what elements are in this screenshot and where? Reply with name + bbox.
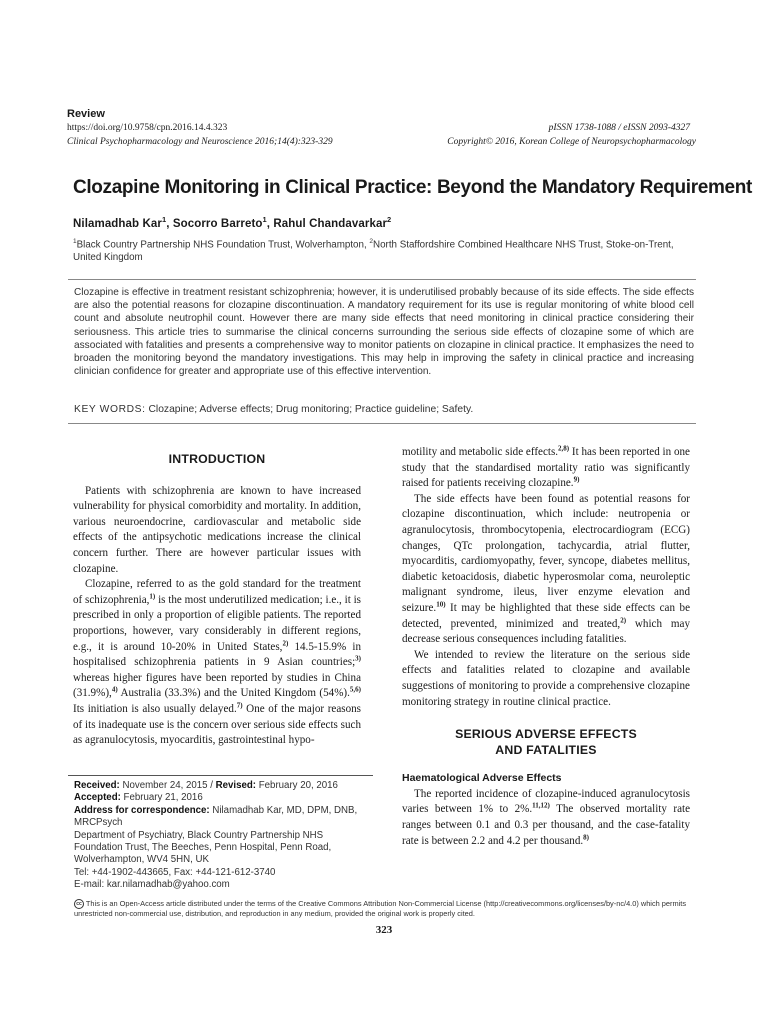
author-affiliation-mark: 1 [262, 215, 267, 224]
email[interactable]: E-mail: kar.nilamadhab@yahoo.com [74, 879, 230, 891]
address-label: Address for correspondence: [74, 804, 210, 816]
citation[interactable]: 3) [355, 654, 361, 663]
author-list: Nilamadhab Kar$^1$, Socorro Barreto$^1$, Rahul Chandavarkar$^2$ [73, 215, 392, 230]
accepted-label: Accepted: [74, 792, 121, 804]
citation[interactable]: 8) [583, 832, 589, 841]
affiliation-mark: 1 [73, 238, 77, 245]
abstract: Clozapine is effective in treatment resistant schizophrenia; however, it is underutilised probably because of its side effects. The side effects are also the potential reasons for clozapine discontinuation. A mandatory requirement for its use is regular monitoring of white blood cell count and absolute neutrophil count. However there are many side effects that need monitoring in clinical practice considering their seriousness. This article tries to summarise the clinical concerns surrounding the serious side effects of clozapine some of which are associated with fatalities and presents a comprehensive way to monitor patients on clozapine in clinical practice. It emphasizes the need to broaden the monitoring beyond the mandatory investigations. This may help in improving the safety in clinical practice and increasing clinician confidence for greater and appropriate use of this effective intervention. [74, 287, 694, 378]
received-label: Received: [74, 780, 120, 791]
article-title: Clozapine Monitoring in Clinical Practice: Beyond the Mandatory Requirement [73, 177, 752, 198]
citation[interactable]: 10) [436, 600, 446, 609]
citation[interactable]: 2) [620, 615, 627, 624]
keywords [74, 404, 473, 415]
left-column [73, 452, 361, 749]
author-affiliation-mark: 2 [387, 215, 392, 224]
received-date: November 24, 2015 [122, 780, 208, 791]
citation[interactable]: 4) [111, 685, 118, 694]
citation[interactable]: 1) [149, 592, 156, 601]
paragraph: We intended to review the literature on the serious side effects and fatalities related to clozapine and available suggestions of monitoring to provide a comprehensive clozapine monitoring strategy in routine clinical practice. [402, 648, 690, 708]
keywords-label: KEY WORDS: [74, 404, 146, 415]
article-type: Review [67, 108, 105, 120]
author-affiliation-mark: 1 [161, 215, 167, 224]
section-heading-introduction: INTRODUCTION [168, 452, 266, 466]
accepted-date: February 21, 2016 [123, 792, 203, 804]
paragraph: Clozapine, referred to as the gold standard for the treatment of schizophrenia,$^{1)}$ is the most underutilized medication; i.e., it is prescribed in only a proportion of eligible patients. The reported proportions, however, vary considerably in different regions, e.g., it is around 10-20% in United States,$^{2)}$ 14.5-15.9% in hospitalised schizophrenia patients in 9 Asian countries;$^{3)}$ whereas higher figures have been reported by studies in China (31.9%),$^{4)}$ Australia (33.3%) and the United Kingdom (54%).$^{5,6)}$ Its initiation is also usually delayed.$^{7)}$ One of the major reasons of its inadequate use is the concern over serious side effects such as agranulocytosis, myocarditis, gastrointestinal hypo- [73, 578, 361, 747]
issn: pISSN 1738-1088 / eISSN 2093-4327 [548, 123, 690, 133]
right-column [402, 445, 690, 849]
citation[interactable]: 2,8) [558, 444, 570, 453]
journal-citation: Clinical Psychopharmacology and Neuroscience 2016;14(4):323-329 [67, 137, 333, 147]
paragraph: motility and metabolic side effects.$^{2,8)}$ It has been reported in one study that the standardised mortality ratio was significantly raised for patients receiving clozapine.$^{9)}$ [402, 444, 690, 490]
citation[interactable]: 11,12) [532, 801, 550, 810]
copyright: Copyright© 2016, Korean College of Neuropsychopharmacology [447, 137, 696, 147]
citation[interactable]: 9) [573, 475, 580, 484]
license-notice [74, 899, 704, 919]
correspondence-footnote: Received: November 24, 2015 / Revised: February 20, 2016 Accepted: February 21, 2016 Address for correspondence: Nilamadhab Kar, MD, DPM, DNB, MRCPsych Department of Psychiatry, Black Country Partnership NHS Foundation Trust, The Beeches, Penn Hospital, Penn Road, Wolverhampton, WV4 5HN, UK Tel: +44-1902-443665, Fax: +44-121-612-3740 E-mail: kar.nilamadhab@yahoo.com [74, 780, 374, 892]
subsection-heading: Haematological Adverse Effects [402, 772, 562, 785]
footnote-divider [68, 775, 373, 776]
affiliation-text: North Staffordshire Combined Healthcare NHS Trust, Stoke-on-Trent, United Kingdom [73, 239, 674, 264]
license-text: This is an Open-Access article distributed under the terms of the Creative Commons Attribution Non-Commercial License (http://creativecommons.org/licenses/by-nc/4.0) which permits unrestricted non-commercial use, distribution, and reproduction in any medium, provided the original work is properly cited. [74, 899, 687, 919]
paragraph: The reported incidence of clozapine-induced agranulocytosis varies between 1% to 2%.$^{11,12)}$ The observed mortality rate ranges between 0.1 and 0.3 per thousand, and the case-fatality rate is between 2.2 and 4.2 per thousand.$^{8)}$ [402, 787, 690, 847]
correspondence-author: Nilamadhab Kar, MD, DPM, DNB, MRCPsych [74, 804, 358, 829]
doi-link[interactable]: https://doi.org/10.9758/cpn.2016.14.4.323 [67, 123, 228, 133]
revised-date: February 20, 2016 [258, 780, 338, 791]
cc-icon: cc [74, 899, 84, 909]
citation[interactable]: 5,6) [349, 685, 361, 694]
divider [68, 423, 696, 424]
affiliation-mark: 2 [369, 238, 374, 245]
phone-fax: Tel: +44-1902-443665, Fax: +44-121-612-3740 [74, 866, 276, 878]
paragraph: The side effects have been found as potential reasons for clozapine discontinuation, which include: neutropenia or agranulocytosis, thrombocytopenia, electrocardiogram (ECG) changes, QTc prolongation, tachycardia, atrial flutter, myocarditis, cardiomyopathy, fever, syncope, diabetes mellitus, diabetic ketoacidosis, diabetic hyperosmolar coma, neuroleptic malignant syndrome, ileus, liver enzyme elevation and seizure.$^{10)}$ It may be highlighted that these side effects can be detected, prevented, minimized and treated,$^{2)}$ which may decrease serious consequences including fatalities. [402, 492, 691, 646]
section-heading-serious-adverse-effects: SERIOUS ADVERSE EFFECTS AND FATALITIES [455, 727, 637, 757]
affiliations [73, 235, 698, 264]
author-name: Nilamadhab Kar [73, 217, 162, 230]
address-line: Department of Psychiatry, Black Country Partnership NHS Foundation Trust, The Beeches, Penn Hospital, Penn Road, Wolverhampton, WV4 5HN, UK [74, 829, 332, 866]
keywords-text: Clozapine; Adverse effects; Drug monitoring; Practice guideline; Safety. [148, 404, 474, 415]
citation[interactable]: 2) [282, 638, 289, 647]
author-name: Socorro Barreto [172, 217, 263, 230]
paragraph: Patients with schizophrenia are known to have increased vulnerability for physical comorbidity and mortality. In addition, various neuroendocrine, cardiovascular and metabolic side effects of the antipsychotic medications increase the clinical concern further. There are however particular issues with clozapine. [73, 484, 361, 575]
divider [68, 279, 696, 280]
author-name: Rahul Chandavarkar [273, 217, 388, 230]
revised-label: Revised: [215, 780, 257, 791]
affiliation-text: Black Country Partnership NHS Foundation Trust, Wolverhampton, [76, 239, 370, 251]
page-number: 323 [375, 924, 393, 936]
citation[interactable]: 7) [236, 701, 243, 710]
